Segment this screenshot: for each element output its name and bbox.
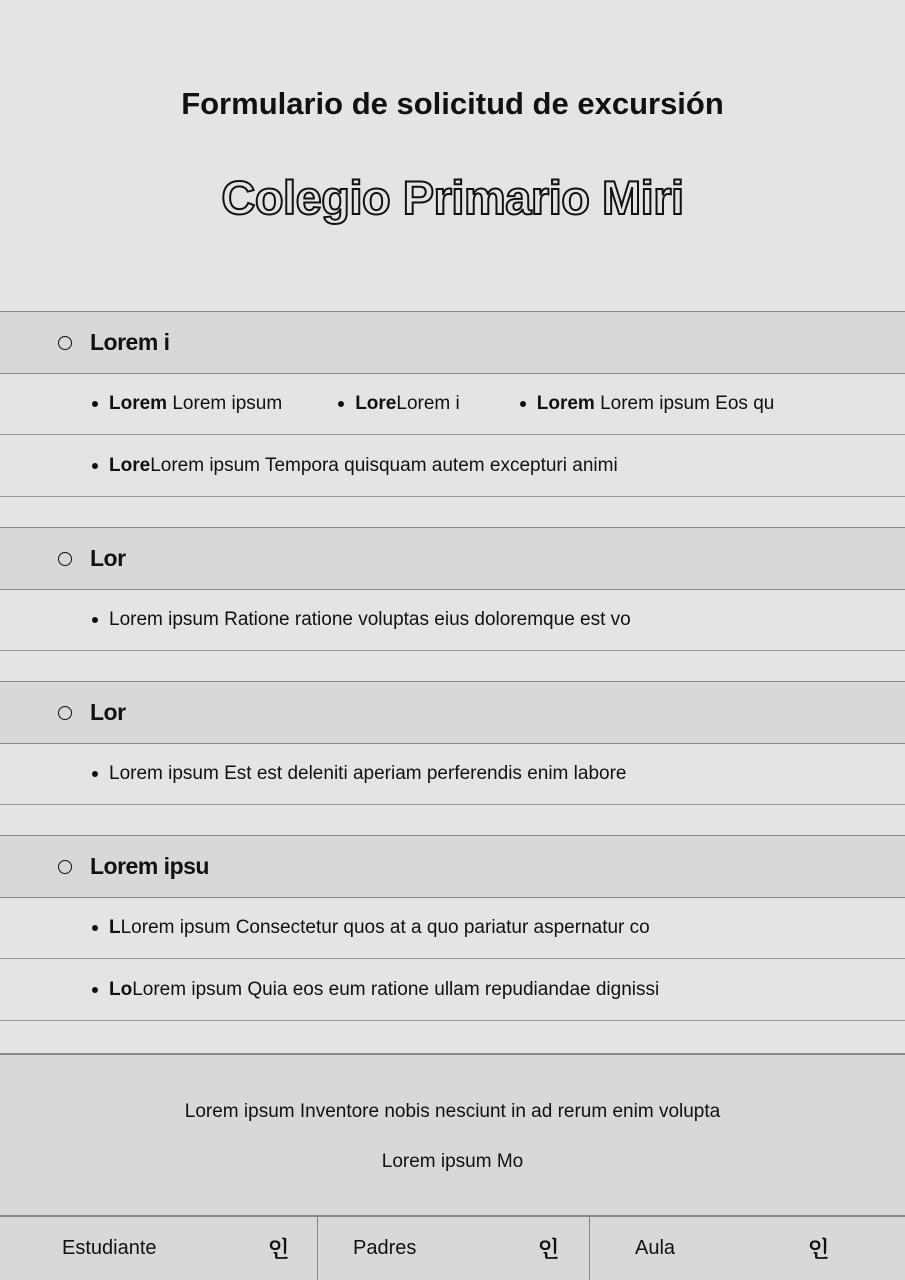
bullet-icon [92,925,98,931]
section-header [0,527,905,590]
item-text: Lorem ipsum Consectetur quos at a quo pariatur aspernatur co [120,916,650,938]
footer-line-1: Lorem ipsum Inventore nobis nesciunt in ad rerum enim volupta [184,1101,721,1122]
item-label: Lorem [536,392,595,414]
list-item [520,393,775,415]
signature-label: Aula [635,1237,676,1259]
signature-row [0,1217,905,1280]
item-text: Lorem ipsum Eos qu [594,392,775,414]
bullet-icon [92,987,98,993]
section-heading: Lor [90,545,126,571]
bullet-icon [92,401,98,407]
section-row [0,743,905,805]
list-item [92,979,659,1001]
list-item [92,763,626,785]
section-row [0,435,905,497]
section-heading: Lor [90,699,126,725]
bullet-icon [92,771,98,777]
signature-parents[interactable] [317,1217,589,1280]
section-heading: Lorem ipsu [90,853,209,879]
item-text: Lorem ipsum Quia eos eum ratione ullam repudiandae dignissi [132,978,660,1000]
bullet-icon [338,401,344,407]
seal-icon: 인 [808,1238,830,1263]
item-text: Lorem ipsum [167,392,283,414]
item-label: Lorem [109,392,168,414]
section-header [0,681,905,744]
footer-line-2: Lorem ipsum Mo [381,1151,524,1172]
seal-icon: 인 [268,1238,290,1263]
item-text: Lorem ipsum Est est deleniti aperiam perferendis enim labore [109,762,627,784]
section-row [0,897,905,959]
bullet-icon [520,401,526,407]
section-heading: Lorem i [90,329,170,355]
section-row [0,959,905,1021]
item-label: Lore [355,392,397,414]
circle-icon [58,706,72,720]
signature-classroom[interactable] [589,1217,905,1280]
item-label: Lore [109,454,151,476]
signature-student[interactable] [0,1217,317,1280]
list-item [338,393,460,415]
item-text: Lorem i [396,392,460,414]
list-item [92,393,282,415]
circle-icon [58,860,72,874]
seal-icon: 인 [538,1238,560,1263]
item-text: Lorem ipsum Tempora quisquam autem excepturi animi [150,454,618,476]
bullet-icon [92,463,98,469]
signature-label: Padres [353,1237,417,1259]
section-header [0,835,905,898]
item-text: Lorem ipsum Ratione ratione voluptas eius doloremque est vo [109,608,631,630]
circle-icon [58,336,72,350]
footer-note [0,1053,905,1217]
section-row [0,373,905,435]
list-item [92,609,631,631]
signature-label: Estudiante [62,1237,157,1259]
circle-icon [58,552,72,566]
item-label: Lo [109,978,133,1000]
school-name: Colegio Primario Miri [221,171,684,224]
section-row [0,589,905,651]
list-item [92,917,650,939]
item-label: L [109,916,121,938]
form-title: Formulario de solicitud de excursión [181,86,724,121]
bullet-icon [92,617,98,623]
section-header [0,311,905,374]
list-item [92,455,618,477]
